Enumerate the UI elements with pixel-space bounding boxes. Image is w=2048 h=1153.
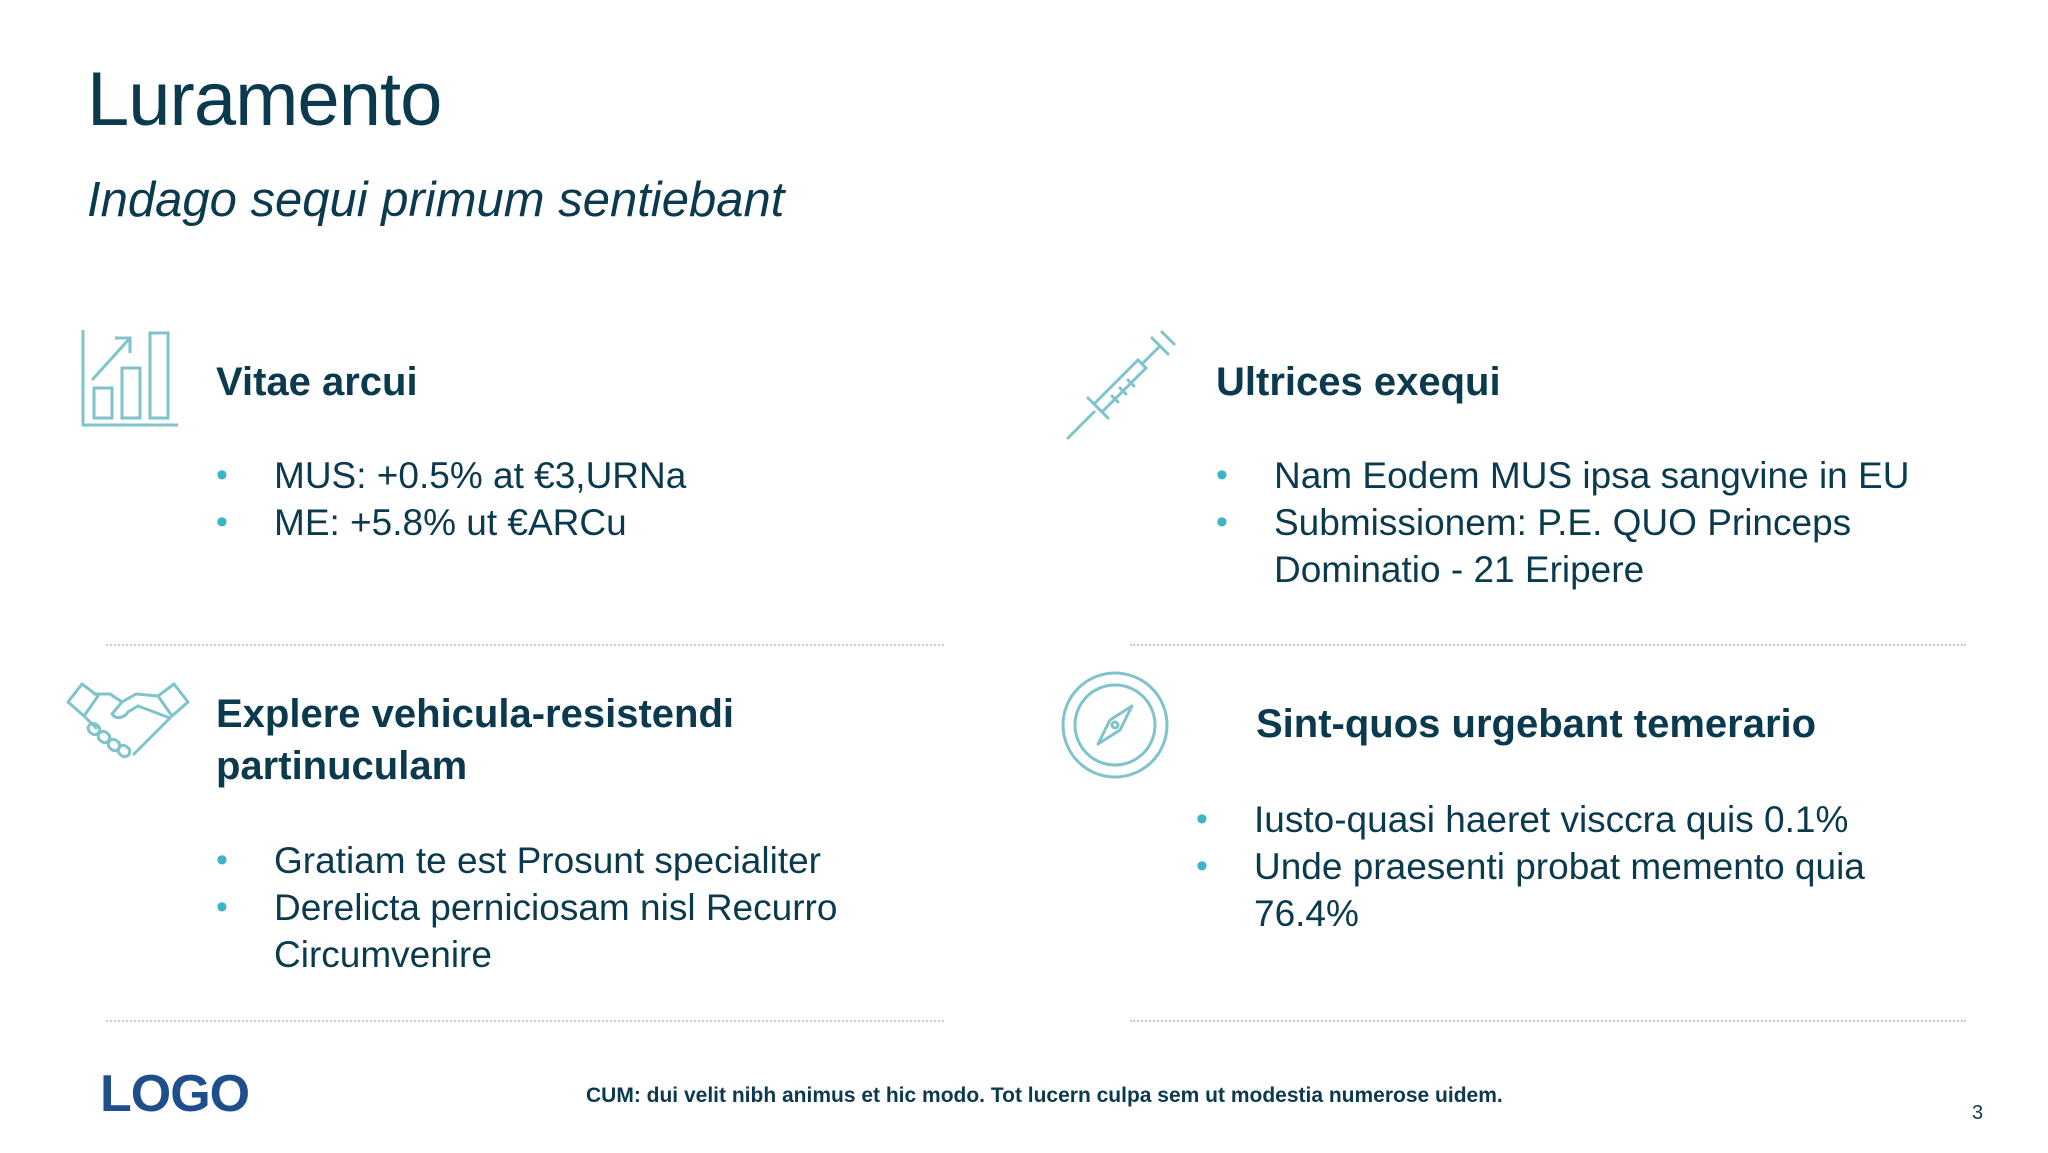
syringe-icon (1064, 326, 1180, 442)
bullet-list-vitae-arcui (216, 452, 976, 546)
section-heading-sint-quos: Sint-quos urgebant temerario (1256, 702, 1817, 746)
list-item: • Unde praesenti probat memento quia 76.4% (1196, 843, 1936, 937)
bullet-list-sint-quos (1196, 796, 1936, 937)
slide-subtitle: Indago sequi primum sentiebant (87, 173, 785, 227)
section-heading-explere: Explere vehicula-resistendi partinuculam (216, 692, 735, 788)
bullet-list-explere (216, 837, 956, 978)
section-divider (1130, 1020, 1966, 1022)
list-item: • Gratiam te est Prosunt specialiter (216, 837, 956, 884)
bar-chart-growth-icon (80, 328, 180, 428)
section-heading-ultrices-exequi: Ultrices exequi (1216, 360, 1501, 404)
section-heading-vitae-arcui: Vitae arcui (216, 360, 418, 404)
slide-title: Luramento (87, 57, 442, 142)
section-divider (106, 644, 944, 646)
list-item: • Derelicta perniciosam nisl Recurro Circumvenire (216, 884, 956, 978)
page-number: 3 (1972, 1102, 1984, 1124)
bullet-list-ultrices-exequi (1216, 452, 1916, 593)
section-divider (1130, 644, 1966, 646)
handshake-icon (66, 680, 190, 762)
section-divider (106, 1020, 944, 1022)
list-item: • ME: +5.8% ut €ARCu (216, 499, 976, 546)
list-item: • Iusto-quasi haeret visccra quis 0.1% (1196, 796, 1936, 843)
list-item: • Nam Eodem MUS ipsa sangvine in EU (1216, 452, 1916, 499)
list-item: • MUS: +0.5% at €3,URNa (216, 452, 976, 499)
company-logo: LOGO (100, 1065, 250, 1123)
footnote: CUM: dui velit nibh animus et hic modo. Tot lucern culpa sem ut modestia numerose uidem. (586, 1084, 1503, 1107)
list-item: • Submissionem: P.E. QUO Princeps Dominatio - 21 Eripere (1216, 499, 1916, 593)
compass-icon (1060, 670, 1170, 780)
